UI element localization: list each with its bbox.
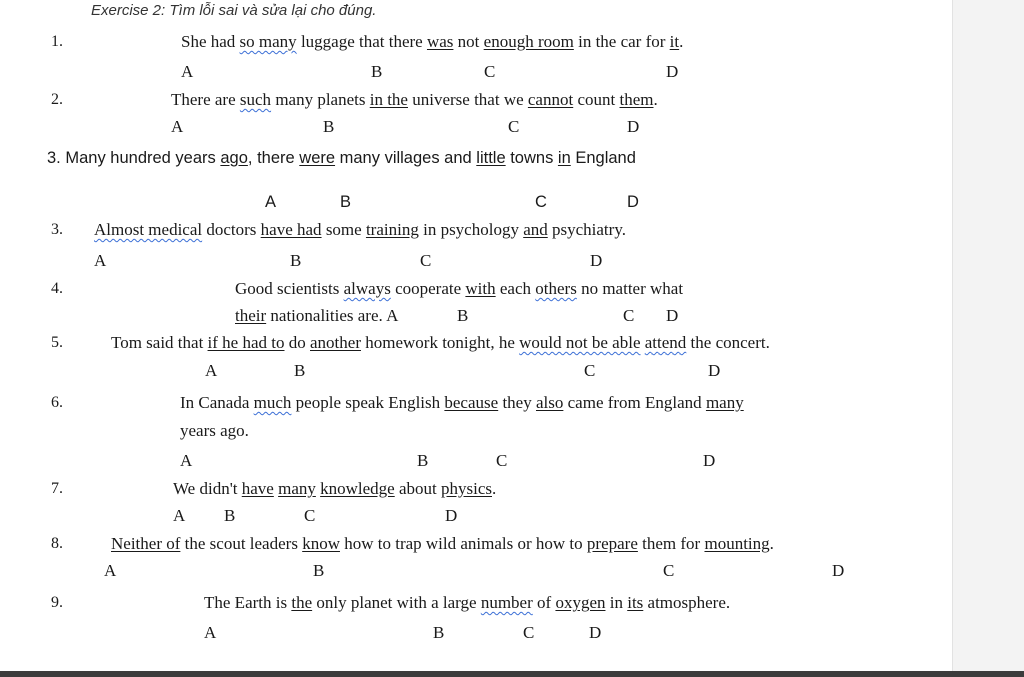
question-7-sentence: We didn't have many knowledge about physics.	[173, 479, 497, 498]
option-c-label: C	[484, 62, 496, 81]
option-c-label: C	[523, 623, 535, 642]
option-a-label: A	[265, 193, 277, 211]
question-number: 7.	[51, 480, 63, 497]
option-a-label: A	[171, 117, 184, 136]
question-number: 1.	[51, 33, 63, 50]
option-a-label: A	[181, 62, 194, 81]
option-c-label: C	[304, 506, 316, 525]
page-gutter	[952, 0, 1024, 677]
option-b-label: B	[417, 451, 429, 470]
question-6-sentence-line1: In Canada much people speak English because they also came from England many	[180, 393, 744, 412]
bottom-edge	[0, 671, 1024, 677]
option-d-label: D	[666, 62, 679, 81]
option-d-label: D	[666, 306, 679, 325]
question-2-sentence: There are such many planets in the universe that we cannot count them.	[171, 90, 658, 109]
option-d-label: D	[627, 193, 639, 211]
option-b-label: B	[433, 623, 445, 642]
option-c-label: C	[623, 306, 635, 325]
question-number: 5.	[51, 334, 63, 351]
option-a-label: A	[204, 623, 217, 642]
option-a-label: A	[104, 561, 117, 580]
option-c-label: C	[496, 451, 508, 470]
question-6-sentence-line2: years ago.	[180, 421, 249, 440]
option-a-label: A	[205, 361, 218, 380]
option-b-label: B	[457, 306, 469, 325]
question-9-sentence: The Earth is the only planet with a large number of oxygen in its atmosphere.	[204, 593, 731, 612]
question-4-sentence-line1: Good scientists always cooperate with each others no matter what	[235, 279, 684, 298]
question-number: 6.	[51, 394, 63, 411]
question-5-sentence: Tom said that if he had to do another homework tonight, he would not be able attend the concert.	[111, 333, 770, 352]
option-c-label: C	[663, 561, 675, 580]
option-a-label: A	[94, 251, 107, 270]
question-number: 9.	[51, 594, 63, 611]
question-4-sentence-line2: their nationalities are. A	[235, 306, 399, 325]
option-d-label: D	[445, 506, 458, 525]
question-1-sentence: She had so many luggage that there was not enough room in the car for it.	[181, 32, 684, 51]
option-b-label: B	[313, 561, 325, 580]
option-b-label: B	[340, 193, 352, 211]
option-b-label: B	[290, 251, 302, 270]
question-3a-sentence: 3. Many hundred years ago, there were many villages and little towns in England	[47, 149, 636, 167]
option-d-label: D	[627, 117, 640, 136]
option-b-label: B	[294, 361, 306, 380]
option-c-label: C	[535, 193, 547, 211]
option-d-label: D	[590, 251, 603, 270]
option-a-label: A	[173, 506, 186, 525]
question-number: 3.	[51, 221, 63, 238]
option-c-label: C	[508, 117, 520, 136]
question-8-sentence: Neither of the scout leaders know how to trap wild animals or how to prepare them for mounting.	[111, 534, 774, 553]
exercise-title: Exercise 2: Tìm lỗi sai và sửa lại cho đúng.	[91, 2, 377, 19]
question-number: 2.	[51, 91, 63, 108]
question-number: 8.	[51, 535, 63, 552]
question-3b-sentence: Almost medical doctors have had some training in psychology and psychiatry.	[94, 220, 626, 239]
option-a-label: A	[180, 451, 193, 470]
option-c-label: C	[420, 251, 432, 270]
option-c-label: C	[584, 361, 596, 380]
option-d-label: D	[703, 451, 716, 470]
option-b-label: B	[371, 62, 383, 81]
question-number: 4.	[51, 280, 63, 297]
option-d-label: D	[589, 623, 602, 642]
option-d-label: D	[708, 361, 721, 380]
option-b-label: B	[323, 117, 335, 136]
option-b-label: B	[224, 506, 236, 525]
option-d-label: D	[832, 561, 845, 580]
